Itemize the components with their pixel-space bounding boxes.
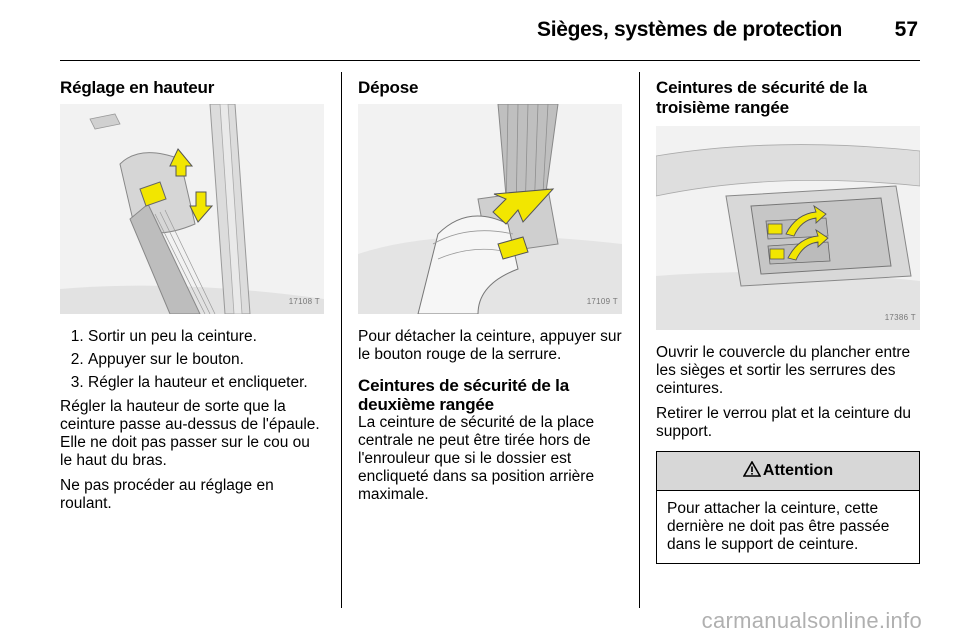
paragraph: Ouvrir le couvercle du plancher entre les sièges et sortir les serrures des ceintures. <box>656 344 911 397</box>
warning-box <box>656 451 920 564</box>
paragraph: Ne pas procéder au réglage en roulant. <box>60 477 274 512</box>
header-title: Sièges, systèmes de protection <box>537 18 842 41</box>
figure-code: 17386 T <box>884 313 916 322</box>
warning-text: Pour attacher la ceinture, cette dernière ne doit pas être passée dans le support de ceinture. <box>667 500 890 553</box>
warning-title: Attention <box>762 462 834 479</box>
paragraph: Régler la hauteur de sorte que la ceinture passe au-dessus de l'épaule. Elle ne doit pas passer sur le cou ou le haut du bras. <box>60 398 320 469</box>
column-height-adjust <box>60 78 326 520</box>
section-heading: Réglage en hauteur <box>60 78 215 97</box>
figure-code: 17108 T <box>288 297 320 306</box>
paragraph: Retirer le verrou plat et la ceinture du support. <box>656 405 912 440</box>
section-heading: Ceintures de sécurité de la troisième rangée <box>656 78 867 117</box>
floor-cover-illustration <box>656 126 920 330</box>
list-item: 1. Sortir un peu la ceinture. <box>88 328 326 346</box>
column-divider <box>341 72 342 608</box>
warning-triangle-icon <box>743 461 761 477</box>
paragraph: Pour détacher la ceinture, appuyer sur le bouton rouge de la serrure. <box>358 328 622 363</box>
column-divider <box>639 72 640 608</box>
figure-buckle-release <box>358 104 622 314</box>
list-item: 2. Appuyer sur le bouton. <box>88 351 326 369</box>
instruction-list <box>60 328 326 392</box>
section-heading: Dépose <box>358 78 419 97</box>
figure-belt-height <box>60 104 324 314</box>
warning-header <box>657 452 919 491</box>
belt-height-illustration <box>60 104 324 314</box>
figure-floor-cover <box>656 126 920 330</box>
page-number: 57 <box>894 18 918 41</box>
figure-code: 17109 T <box>586 297 618 306</box>
page-header <box>60 0 920 61</box>
list-item: 3. Régler la hauteur et encliqueter. <box>88 374 326 392</box>
section-subheading: Ceintures de sécurité de la deuxième rangée <box>358 376 569 414</box>
buckle-release-illustration <box>358 104 622 314</box>
paragraph: La ceinture de sécurité de la place centrale ne peut être tirée hors de l'enrouleur que si le dossier est encliqueté dans sa position arrière maximale. <box>358 414 595 503</box>
watermark: carmanualsonline.info <box>701 608 922 633</box>
column-removal <box>358 78 624 511</box>
column-third-row <box>656 78 922 564</box>
